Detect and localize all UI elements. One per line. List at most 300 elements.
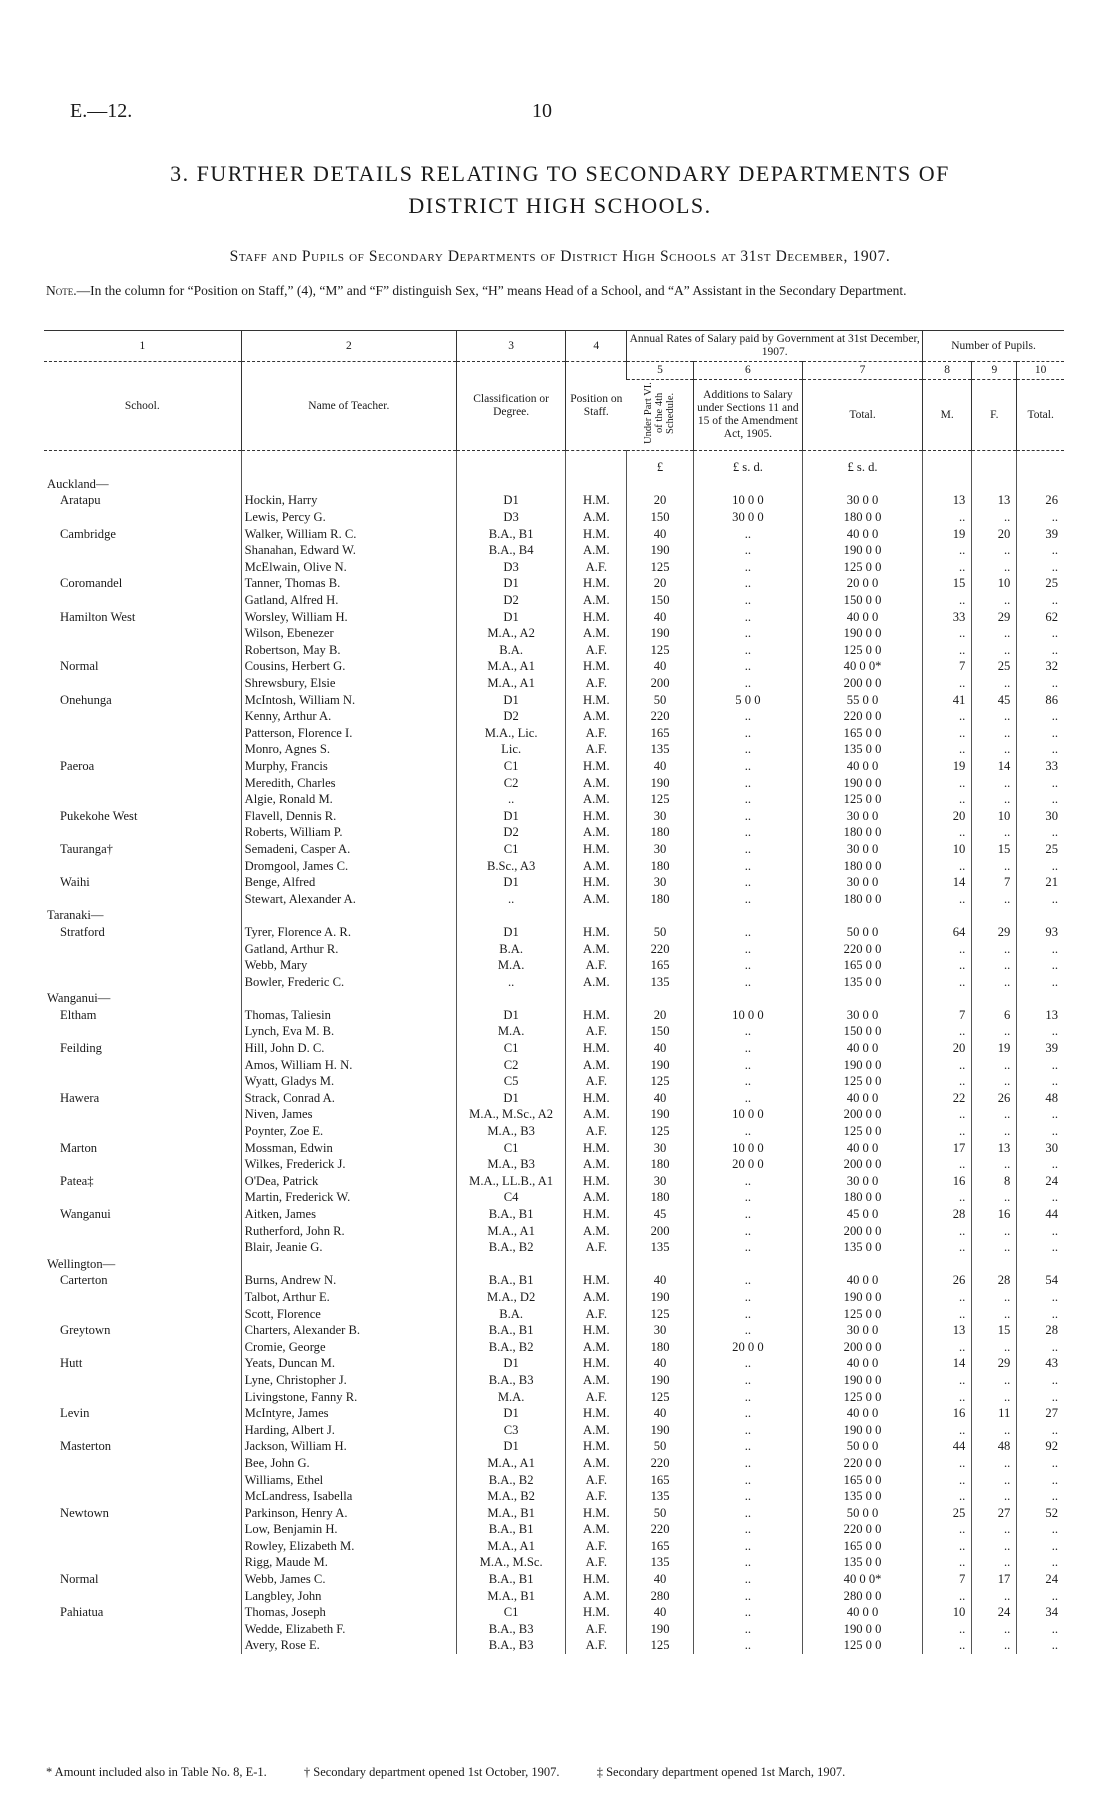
position: A.F.	[566, 1123, 627, 1140]
table-row	[44, 1521, 1064, 1538]
school-cell	[44, 1372, 241, 1389]
additions: ..	[693, 1621, 802, 1638]
female-pupils: ..	[972, 1637, 1017, 1654]
school-cell	[44, 1056, 241, 1073]
male-pupils: ..	[923, 1222, 972, 1239]
schedule-salary: 50	[627, 1504, 693, 1521]
total-salary: 190 0 0	[803, 542, 923, 559]
position: H.M.	[566, 608, 627, 625]
position: A.F.	[566, 559, 627, 576]
schedule-salary: 190	[627, 542, 693, 559]
classification: B.A., B1	[456, 1206, 565, 1223]
female-pupils: ..	[972, 1388, 1017, 1405]
schedule-salary: 180	[627, 1338, 693, 1355]
school-cell	[44, 1289, 241, 1306]
classification: M.A.	[456, 957, 565, 974]
teacher-name: Hill, John D. C.	[241, 1040, 456, 1057]
additions: ..	[693, 973, 802, 990]
classification: M.A., B3	[456, 1156, 565, 1173]
table-row	[44, 1322, 1064, 1339]
table-row	[44, 1637, 1064, 1654]
table-row	[44, 1007, 1064, 1024]
classification: C4	[456, 1189, 565, 1206]
total-salary: 30 0 0	[803, 492, 923, 509]
schedule-salary: 50	[627, 691, 693, 708]
total-salary: 190 0 0	[803, 625, 923, 642]
position: A.M.	[566, 592, 627, 609]
female-pupils: ..	[972, 1538, 1017, 1555]
school-cell	[44, 1521, 241, 1538]
classification: M.A., Lic.	[456, 725, 565, 742]
female-pupils: 27	[972, 1504, 1017, 1521]
total-pupils: ..	[1017, 1338, 1064, 1355]
page-number: 10	[532, 100, 552, 122]
male-pupils: ..	[923, 1587, 972, 1604]
table-row	[44, 1604, 1064, 1621]
total-salary: 40 0 0	[803, 1040, 923, 1057]
position: H.M.	[566, 924, 627, 941]
classification: M.A., B1	[456, 1504, 565, 1521]
male-pupils: 15	[923, 575, 972, 592]
position: A.M.	[566, 1056, 627, 1073]
note	[46, 282, 1066, 300]
schedule-salary: 220	[627, 1521, 693, 1538]
classification: M.A., B3	[456, 1123, 565, 1140]
position: A.M.	[566, 940, 627, 957]
school-cell	[44, 542, 241, 559]
schedule-salary: 165	[627, 1471, 693, 1488]
teacher-name: Bowler, Frederic C.	[241, 973, 456, 990]
position: A.M.	[566, 824, 627, 841]
female-pupils: ..	[972, 1023, 1017, 1040]
male-pupils: ..	[923, 1123, 972, 1140]
schedule-salary: 135	[627, 973, 693, 990]
male-pupils: ..	[923, 1455, 972, 1472]
additions: 20 0 0	[693, 1338, 802, 1355]
total-pupils: ..	[1017, 1123, 1064, 1140]
total-pupils: ..	[1017, 774, 1064, 791]
table-row	[44, 1272, 1064, 1289]
table-row	[44, 1571, 1064, 1588]
total-pupils: ..	[1017, 1388, 1064, 1405]
female-pupils: 29	[972, 924, 1017, 941]
note-text: —In the column for “Position on Staff,” (4), “M” and “F” distinguish Sex, “H” means Head of a School, and “A” Assistant in the Secondary Department.	[76, 283, 907, 298]
additions: ..	[693, 1372, 802, 1389]
col-num-10: 10	[1017, 362, 1064, 380]
male-pupils: ..	[923, 957, 972, 974]
female-pupils: ..	[972, 824, 1017, 841]
region-name: Auckland—	[47, 476, 109, 491]
teacher-name: Patterson, Florence I.	[241, 725, 456, 742]
unit-pound: £	[627, 451, 693, 476]
total-pupils: 44	[1017, 1206, 1064, 1223]
male-pupils: ..	[923, 642, 972, 659]
table-row	[44, 1455, 1064, 1472]
total-pupils: 24	[1017, 1173, 1064, 1190]
additions: ..	[693, 625, 802, 642]
classification: B.A.	[456, 940, 565, 957]
total-pupils: 25	[1017, 575, 1064, 592]
female-pupils: 13	[972, 1139, 1017, 1156]
teacher-name: Thomas, Joseph	[241, 1604, 456, 1621]
region-name: Wellington—	[47, 1256, 116, 1271]
schedule-salary: 135	[627, 1554, 693, 1571]
schedule-salary: 190	[627, 774, 693, 791]
position: H.M.	[566, 1322, 627, 1339]
classification: D1	[456, 1405, 565, 1422]
teacher-name: Poynter, Zoe E.	[241, 1123, 456, 1140]
male-pupils: ..	[923, 973, 972, 990]
schedule-salary: 180	[627, 857, 693, 874]
total-pupils: 43	[1017, 1355, 1064, 1372]
total-salary: 200 0 0	[803, 1338, 923, 1355]
total-pupils: ..	[1017, 1056, 1064, 1073]
female-pupils: 19	[972, 1040, 1017, 1057]
female-header: F.	[972, 380, 1017, 451]
schedule-salary: 200	[627, 1222, 693, 1239]
position: H.M.	[566, 525, 627, 542]
table-row	[44, 1405, 1064, 1422]
additions: ..	[693, 890, 802, 907]
teacher-name: Wilson, Ebenezer	[241, 625, 456, 642]
classification: D1	[456, 807, 565, 824]
position: H.M.	[566, 874, 627, 891]
total-salary: 40 0 0	[803, 1090, 923, 1107]
schedule-salary: 30	[627, 807, 693, 824]
male-pupils: ..	[923, 725, 972, 742]
school-cell	[44, 1455, 241, 1472]
table-row	[44, 957, 1064, 974]
school-header: School.	[44, 362, 241, 451]
additions: ..	[693, 1521, 802, 1538]
position: A.M.	[566, 1156, 627, 1173]
table-row	[44, 791, 1064, 808]
total-pupils: 30	[1017, 1139, 1064, 1156]
schedule-salary: 180	[627, 890, 693, 907]
table-row	[44, 525, 1064, 542]
teacher-name: Burns, Andrew N.	[241, 1272, 456, 1289]
male-pupils: ..	[923, 824, 972, 841]
total-pupils: ..	[1017, 509, 1064, 526]
position: A.M.	[566, 542, 627, 559]
position: H.M.	[566, 1272, 627, 1289]
total-pupils: ..	[1017, 890, 1064, 907]
schedule-salary: 40	[627, 1604, 693, 1621]
total-salary: 280 0 0	[803, 1587, 923, 1604]
total-salary: 190 0 0	[803, 1621, 923, 1638]
school-cell	[44, 509, 241, 526]
table-row	[44, 559, 1064, 576]
additions: ..	[693, 741, 802, 758]
schedule-salary: 220	[627, 708, 693, 725]
position: A.M.	[566, 1372, 627, 1389]
teacher-name: McElwain, Olive N.	[241, 559, 456, 576]
schedule-salary: 40	[627, 1571, 693, 1588]
male-pupils: ..	[923, 857, 972, 874]
schedule-salary: 220	[627, 940, 693, 957]
school-cell	[44, 940, 241, 957]
total-pupils: 33	[1017, 758, 1064, 775]
table-row	[44, 1438, 1064, 1455]
female-pupils: 16	[972, 1206, 1017, 1223]
male-pupils: ..	[923, 1338, 972, 1355]
additions: 10 0 0	[693, 1106, 802, 1123]
total-pupils: ..	[1017, 1521, 1064, 1538]
additions: ..	[693, 807, 802, 824]
position: H.M.	[566, 575, 627, 592]
total-salary: 125 0 0	[803, 1388, 923, 1405]
teacher-name: Langbley, John	[241, 1587, 456, 1604]
teacher-name: Strack, Conrad A.	[241, 1090, 456, 1107]
total-pupils: 92	[1017, 1438, 1064, 1455]
schedule-salary: 20	[627, 492, 693, 509]
classification: ..	[456, 973, 565, 990]
schedule-salary: 30	[627, 1173, 693, 1190]
female-pupils: ..	[972, 1372, 1017, 1389]
position: A.M.	[566, 1222, 627, 1239]
male-pupils: 28	[923, 1206, 972, 1223]
additions: 5 0 0	[693, 691, 802, 708]
additions: ..	[693, 1322, 802, 1339]
classification: D1	[456, 1438, 565, 1455]
male-pupils: 41	[923, 691, 972, 708]
position: H.M.	[566, 1571, 627, 1588]
total-salary: 45 0 0	[803, 1206, 923, 1223]
position: A.M.	[566, 857, 627, 874]
classification: M.A., A1	[456, 1538, 565, 1555]
teacher-name: Roberts, William P.	[241, 824, 456, 841]
classification: M.A., D2	[456, 1289, 565, 1306]
position: H.M.	[566, 1438, 627, 1455]
additions: 10 0 0	[693, 492, 802, 509]
teacher-name: Charters, Alexander B.	[241, 1322, 456, 1339]
total-salary: 30 0 0	[803, 1007, 923, 1024]
position: A.F.	[566, 1538, 627, 1555]
teacher-name: O'Dea, Patrick	[241, 1173, 456, 1190]
teacher-name: Rutherford, John R.	[241, 1222, 456, 1239]
male-pupils: ..	[923, 1056, 972, 1073]
female-pupils: ..	[972, 1471, 1017, 1488]
schedule-salary: 125	[627, 1305, 693, 1322]
position: H.M.	[566, 492, 627, 509]
table-row	[44, 1554, 1064, 1571]
additions: ..	[693, 1488, 802, 1505]
school-cell: Hutt	[60, 1356, 83, 1371]
classification: D1	[456, 1355, 565, 1372]
classification: M.A., LL.B., A1	[456, 1173, 565, 1190]
female-pupils: ..	[972, 940, 1017, 957]
additions: ..	[693, 1438, 802, 1455]
table-row	[44, 1189, 1064, 1206]
female-pupils: ..	[972, 1554, 1017, 1571]
school-cell	[44, 1338, 241, 1355]
male-pupils: ..	[923, 1637, 972, 1654]
position: H.M.	[566, 658, 627, 675]
school-cell	[44, 890, 241, 907]
teacher-name: Walker, William R. C.	[241, 525, 456, 542]
school-cell	[44, 1388, 241, 1405]
classification: C1	[456, 758, 565, 775]
schedule-salary: 280	[627, 1587, 693, 1604]
table-row	[44, 592, 1064, 609]
total-salary: 180 0 0	[803, 1189, 923, 1206]
classification: C1	[456, 1139, 565, 1156]
school-cell: Feilding	[60, 1041, 102, 1056]
male-pupils: ..	[923, 1554, 972, 1571]
footnote-1: * Amount included also in Table No. 8, E-1.	[46, 1765, 267, 1779]
school-cell	[44, 1073, 241, 1090]
table-row	[44, 658, 1064, 675]
table-row	[44, 924, 1064, 941]
school-cell	[44, 1123, 241, 1140]
total-pupils: 48	[1017, 1090, 1064, 1107]
position: A.M.	[566, 1106, 627, 1123]
table-row	[44, 1388, 1064, 1405]
school-cell	[44, 1305, 241, 1322]
school-cell	[44, 559, 241, 576]
school-cell	[44, 1156, 241, 1173]
total-pupils: ..	[1017, 1073, 1064, 1090]
classification: C5	[456, 1073, 565, 1090]
teacher-name: Mossman, Edwin	[241, 1139, 456, 1156]
classification: B.A., B2	[456, 1239, 565, 1256]
female-pupils: 25	[972, 658, 1017, 675]
total-salary: 220 0 0	[803, 940, 923, 957]
classification: C2	[456, 1056, 565, 1073]
position: A.F.	[566, 725, 627, 742]
male-pupils: 10	[923, 841, 972, 858]
total-salary: 190 0 0	[803, 774, 923, 791]
position: A.F.	[566, 1023, 627, 1040]
male-pupils: 16	[923, 1405, 972, 1422]
table-row	[44, 857, 1064, 874]
total-salary: 40 0 0	[803, 1405, 923, 1422]
female-pupils: 20	[972, 525, 1017, 542]
total-pupils: ..	[1017, 542, 1064, 559]
col-num-5: 5	[627, 362, 693, 380]
teacher-name: Jackson, William H.	[241, 1438, 456, 1455]
position: A.M.	[566, 791, 627, 808]
table-row	[44, 741, 1064, 758]
total-salary: 200 0 0	[803, 1106, 923, 1123]
position: A.M.	[566, 1338, 627, 1355]
table-row	[44, 691, 1064, 708]
classification: B.A., B1	[456, 1322, 565, 1339]
school-cell	[44, 1023, 241, 1040]
additions: ..	[693, 1305, 802, 1322]
male-pupils: ..	[923, 1106, 972, 1123]
classification: D2	[456, 708, 565, 725]
male-pupils: ..	[923, 1621, 972, 1638]
teacher-name: Shrewsbury, Elsie	[241, 675, 456, 692]
position: H.M.	[566, 758, 627, 775]
teacher-name: Flavell, Dennis R.	[241, 807, 456, 824]
position: A.M.	[566, 509, 627, 526]
position: A.F.	[566, 1305, 627, 1322]
region-row	[44, 907, 1064, 924]
table-row	[44, 1621, 1064, 1638]
total-pupils: 32	[1017, 658, 1064, 675]
school-cell	[44, 675, 241, 692]
total-pupils: ..	[1017, 824, 1064, 841]
total-pupils: 25	[1017, 841, 1064, 858]
male-pupils: 19	[923, 758, 972, 775]
teacher-name: Talbot, Arthur E.	[241, 1289, 456, 1306]
total-pupils: ..	[1017, 625, 1064, 642]
col-num-7: 7	[803, 362, 923, 380]
table-row	[44, 608, 1064, 625]
classification: ..	[456, 791, 565, 808]
teacher-name: Yeats, Duncan M.	[241, 1355, 456, 1372]
teacher-name: Webb, Mary	[241, 957, 456, 974]
total-salary: 135 0 0	[803, 973, 923, 990]
total-salary: 135 0 0	[803, 741, 923, 758]
classification: D1	[456, 924, 565, 941]
male-pupils: ..	[923, 1156, 972, 1173]
female-pupils: 11	[972, 1405, 1017, 1422]
table-row	[44, 1156, 1064, 1173]
female-pupils: ..	[972, 1455, 1017, 1472]
school-cell	[44, 1621, 241, 1638]
female-pupils: ..	[972, 509, 1017, 526]
total-pupils: ..	[1017, 1488, 1064, 1505]
total-salary: 30 0 0	[803, 841, 923, 858]
schedule-salary: 125	[627, 1388, 693, 1405]
additions: ..	[693, 1405, 802, 1422]
male-pupils: 7	[923, 1007, 972, 1024]
male-pupils: 22	[923, 1090, 972, 1107]
position: H.M.	[566, 1090, 627, 1107]
teacher-name: Shanahan, Edward W.	[241, 542, 456, 559]
additions: ..	[693, 940, 802, 957]
schedule-salary: 180	[627, 824, 693, 841]
total-pupils: ..	[1017, 675, 1064, 692]
total-pupils: 54	[1017, 1272, 1064, 1289]
additions: ..	[693, 1455, 802, 1472]
additions: ..	[693, 1123, 802, 1140]
schedule-salary: 150	[627, 509, 693, 526]
female-pupils: 24	[972, 1604, 1017, 1621]
school-cell: Patea‡	[60, 1173, 94, 1188]
total-salary: 40 0 0*	[803, 658, 923, 675]
total-pupils: ..	[1017, 1305, 1064, 1322]
position: H.M.	[566, 1007, 627, 1024]
table-row	[44, 1504, 1064, 1521]
additions: ..	[693, 1637, 802, 1654]
position: A.F.	[566, 675, 627, 692]
schedule-salary: 40	[627, 1040, 693, 1057]
teacher-name: Low, Benjamin H.	[241, 1521, 456, 1538]
table-row	[44, 890, 1064, 907]
schedule-salary: 190	[627, 1372, 693, 1389]
additions: ..	[693, 725, 802, 742]
table-row	[44, 642, 1064, 659]
male-pupils: ..	[923, 1538, 972, 1555]
schedule-salary: 40	[627, 658, 693, 675]
teacher-name: Tyrer, Florence A. R.	[241, 924, 456, 941]
additions: ..	[693, 575, 802, 592]
additions: ..	[693, 1538, 802, 1555]
table-row	[44, 575, 1064, 592]
position: H.M.	[566, 1139, 627, 1156]
school-cell: Paeroa	[60, 758, 95, 773]
female-pupils: 48	[972, 1438, 1017, 1455]
total-salary: 40 0 0*	[803, 1571, 923, 1588]
total-pupils: ..	[1017, 1189, 1064, 1206]
total-pupils: ..	[1017, 973, 1064, 990]
total-pupils: 26	[1017, 492, 1064, 509]
female-pupils: ..	[972, 559, 1017, 576]
